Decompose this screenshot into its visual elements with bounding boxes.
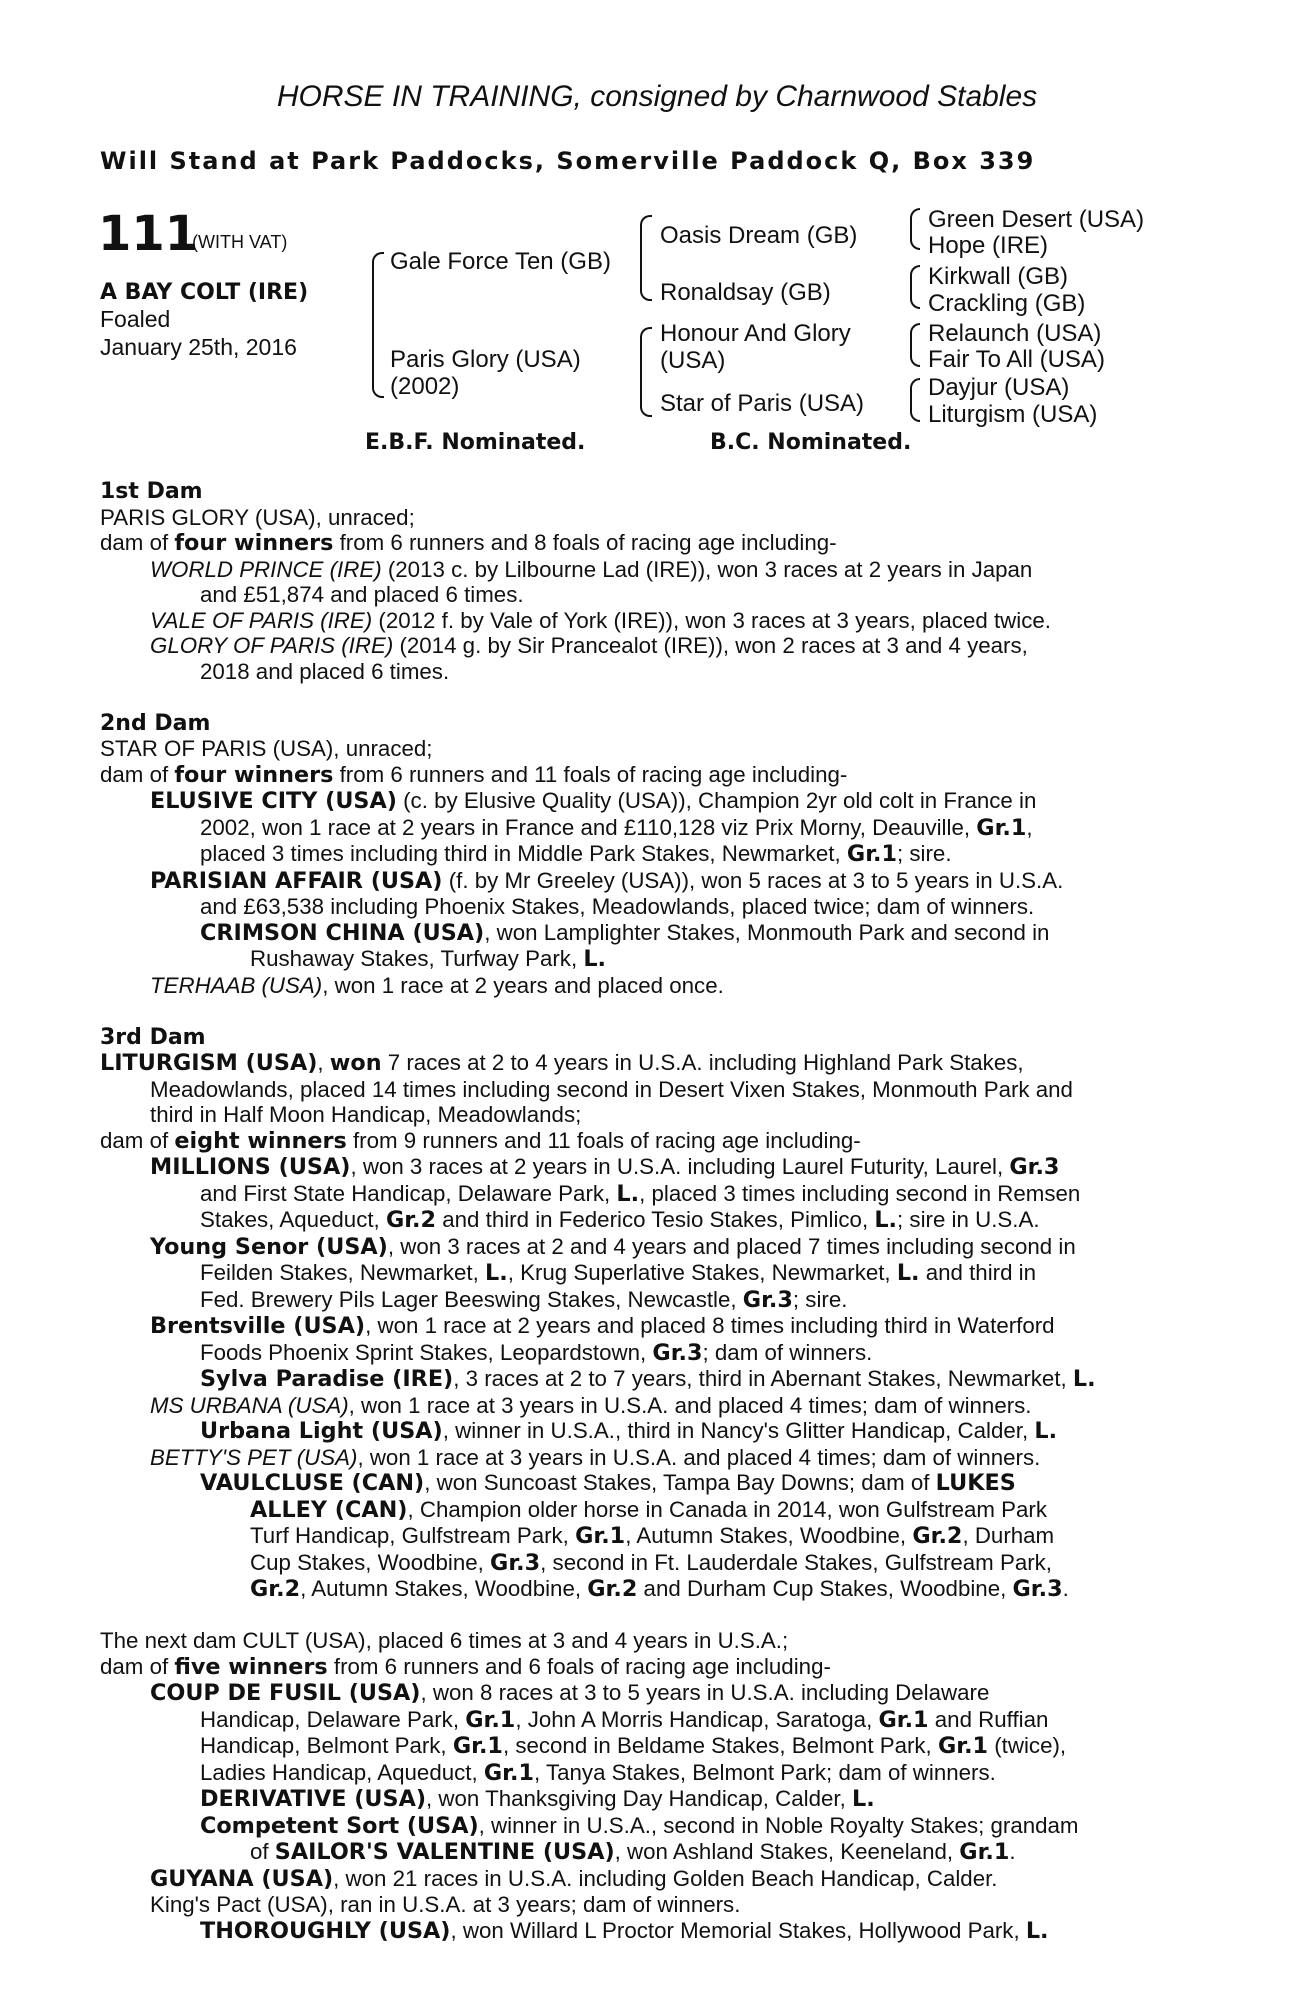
- bold-text: ALLEY (CAN): [250, 1496, 408, 1523]
- text-segment: and First State Handicap, Delaware Park,: [200, 1180, 617, 1206]
- text-segment: STAR OF PARIS (USA), unraced;: [100, 736, 433, 761]
- pedigree-sire: Gale Force Ten (GB): [390, 248, 611, 275]
- pedigree-grandsire-2-line2: (USA): [660, 347, 726, 374]
- catalogue-line: [100, 736, 1204, 762]
- catalogue-line: [100, 788, 1204, 815]
- text-segment: 2018 and placed 6 times.: [200, 658, 450, 684]
- bold-text: COUP DE FUSIL (USA): [150, 1680, 421, 1706]
- catalogue-line: [100, 582, 1204, 608]
- catalogue-line: [100, 1523, 1204, 1550]
- bc-nominated: B.C. Nominated.: [710, 430, 912, 455]
- bold-text: Gr.1: [465, 1706, 516, 1733]
- text-segment: Rushaway Stakes, Turfway Park,: [250, 946, 584, 971]
- text-segment: , Krug Superlative Stakes, Newmarket,: [507, 1260, 897, 1285]
- text-segment: , second in Ft. Lauderdale Stakes, Gulfstream Park,: [540, 1549, 1052, 1575]
- text-segment: dam of: [100, 1127, 175, 1153]
- text-segment: (2013 c. by Lilbourne Lad (IRE)), won 3 races at 2 years in Japan: [381, 556, 1033, 582]
- text-segment: , won Suncoast Stakes, Tampa Bay Downs; dam of: [424, 1470, 936, 1495]
- catalogue-line: [100, 868, 1204, 895]
- text-segment: PARIS GLORY (USA), unraced;: [100, 504, 415, 530]
- pedigree-bracket-gs2: [910, 323, 920, 367]
- text-segment: .: [1009, 1839, 1016, 1864]
- text-segment: Handicap, Belmont Park,: [200, 1733, 453, 1758]
- section-heading: 1st Dam: [100, 479, 203, 504]
- bold-text: four winners: [174, 761, 334, 788]
- text-segment: from 6 runners and 11 foals of racing age including-: [333, 761, 848, 787]
- text-segment: , won 1 race at 2 years and placed 8 times including third in Waterford: [365, 1313, 1055, 1338]
- text-segment: , won Willard L Proctor Memorial Stakes, Hollywood Park,: [450, 1917, 1026, 1943]
- text-segment: and third in Federico Tesio Stakes, Pimlico,: [436, 1207, 875, 1232]
- bold-text: Gr.1: [959, 1839, 1010, 1865]
- text-segment: and third in: [919, 1260, 1037, 1285]
- catalogue-line: [100, 557, 1204, 583]
- catalogue-line: [100, 920, 1204, 947]
- pedigree-ggd-2: Crackling (GB): [928, 290, 1086, 317]
- lot-number: 111: [98, 206, 199, 262]
- catalogue-line: [100, 841, 1204, 868]
- text-segment: The next dam CULT (USA), placed 6 times at 3 and 4 years in U.S.A.;: [100, 1628, 789, 1653]
- text-segment: and Ruffian: [928, 1706, 1049, 1732]
- text-segment: 2002, won 1 race at 2 years in France and £110,128 viz Prix Morny, Deauville,: [200, 814, 977, 840]
- bold-text: Gr.3: [490, 1549, 541, 1576]
- catalogue-line: [100, 1733, 1204, 1760]
- catalogue-line: [100, 1181, 1204, 1208]
- catalogue-line: [100, 1393, 1204, 1419]
- bold-text: L.: [1072, 1366, 1096, 1392]
- bold-text: Sylva Paradise (IRE): [200, 1366, 454, 1392]
- catalogue-line: [100, 1418, 1204, 1445]
- foaled-label: Foaled: [100, 306, 171, 332]
- catalogue-line: [100, 1154, 1204, 1181]
- bold-text: Gr.1: [878, 1706, 929, 1733]
- text-segment: from 6 runners and 8 foals of racing age including-: [333, 530, 837, 555]
- text-segment: , won Lamplighter Stakes, Monmouth Park and second in: [484, 919, 1050, 945]
- text-segment: , placed 3 times including second in Remsen: [639, 1180, 1081, 1206]
- bold-text: LITURGISM (USA): [100, 1050, 318, 1076]
- text-segment: ,: [1026, 814, 1033, 840]
- bold-text: LUKES: [935, 1470, 1016, 1496]
- text-segment: , Autumn Stakes, Woodbine,: [300, 1576, 588, 1601]
- text-segment: , won 21 races in U.S.A. including Golden Beach Handicap, Calder.: [333, 1865, 998, 1891]
- catalogue-line: [100, 1550, 1204, 1577]
- catalogue-line: [100, 1340, 1204, 1367]
- catalogue-line: [100, 1680, 1204, 1707]
- text-segment: , won 1 race at 3 years in U.S.A. and placed 4 times; dam of winners.: [357, 1444, 1041, 1470]
- text-segment: Foods Phoenix Sprint Stakes, Leopardstown,: [200, 1339, 653, 1365]
- text-segment: and £63,538 including Phoenix Stakes, Meadowlands, placed twice; dam of winners.: [200, 894, 1035, 919]
- bold-text: DERIVATIVE (USA): [200, 1786, 427, 1812]
- text-segment: , won 1 race at 2 years and placed once.: [322, 972, 724, 998]
- bold-text: L.: [485, 1260, 508, 1286]
- section-heading: 3rd Dam: [100, 1024, 206, 1050]
- bold-text: GUYANA (USA): [150, 1865, 334, 1892]
- text-segment: Stakes, Aqueduct,: [200, 1207, 386, 1232]
- text-segment: dam of: [100, 761, 175, 787]
- text-segment: Turf Handicap, Gulfstream Park,: [250, 1523, 576, 1548]
- bold-text: Brentsville (USA): [150, 1313, 366, 1339]
- pedigree-ggs-1: Green Desert (USA): [928, 206, 1145, 233]
- text-segment: , won 3 races at 2 and 4 years and placed 7 times including second in: [387, 1233, 1076, 1259]
- bold-text: Urbana Light (USA): [200, 1418, 443, 1444]
- text-segment: , winner in U.S.A., third in Nancy's Glitter Handicap, Calder,: [442, 1418, 1035, 1443]
- bold-text: L.: [896, 1260, 920, 1286]
- text-segment: Feilden Stakes, Newmarket,: [200, 1260, 486, 1285]
- pedigree-grandsire-1: Oasis Dream (GB): [660, 222, 858, 249]
- bold-text: THOROUGHLY (USA): [200, 1917, 451, 1944]
- text-segment: 7 races at 2 to 4 years in U.S.A. including Highland Park Stakes,: [381, 1050, 1024, 1075]
- catalogue-line: [100, 1445, 1204, 1471]
- catalogue-line: [100, 1813, 1204, 1840]
- catalogue-line: [100, 505, 1204, 531]
- catalogue-line: [100, 710, 1204, 737]
- text-segment: dam of: [100, 1653, 175, 1679]
- text-segment: and Durham Cup Stakes, Woodbine,: [637, 1576, 1013, 1601]
- stand-location: Will Stand at Park Paddocks, Somerville Paddock Q, Box 339: [100, 147, 1036, 175]
- text-segment: , 3 races at 2 to 7 years, third in Abernant Stakes, Newmarket,: [453, 1366, 1073, 1391]
- text-segment: (f. by Mr Greeley (USA)), won 5 races at 3 to 5 years in U.S.A.: [442, 867, 1064, 893]
- text-segment: of: [250, 1839, 275, 1864]
- bold-text: four winners: [174, 530, 334, 556]
- text-segment: , Durham: [962, 1523, 1055, 1548]
- pedigree-dam-line2: (2002): [390, 373, 460, 400]
- bold-text: won: [329, 1050, 382, 1076]
- text-segment: ; sire.: [897, 841, 952, 866]
- bold-text: Gr.1: [452, 1733, 503, 1759]
- catalogue-line: [100, 815, 1204, 842]
- bold-text: Gr.2: [912, 1523, 963, 1549]
- bold-text: Gr.2: [385, 1207, 437, 1233]
- bold-text: Gr.1: [846, 841, 898, 867]
- bold-text: ELUSIVE CITY (USA): [150, 788, 397, 814]
- catalogue-line: [100, 530, 1204, 557]
- bold-text: Competent Sort (USA): [200, 1812, 479, 1839]
- text-segment: , won Thanksgiving Day Handicap, Calder,: [426, 1786, 852, 1811]
- text-segment: from 6 runners and 6 foals of racing age including-: [327, 1653, 831, 1679]
- text-segment: (twice),: [988, 1733, 1067, 1758]
- catalogue-line: [100, 1628, 1204, 1654]
- section-spacer: [100, 684, 1204, 710]
- text-segment: ,: [317, 1050, 330, 1075]
- catalogue-line: [100, 1866, 1204, 1893]
- text-segment: ; dam of winners.: [702, 1339, 873, 1365]
- catalogue-line: [100, 1839, 1204, 1866]
- text-segment: dam of: [100, 530, 175, 555]
- bold-text: Gr.1: [976, 814, 1027, 841]
- text-segment: , won 1 race at 3 years in U.S.A. and placed 4 times; dam of winners.: [348, 1392, 1032, 1418]
- text-segment: , winner in U.S.A., second in Noble Royalty Stakes; grandam: [478, 1812, 1079, 1838]
- text-segment: (2012 f. by Vale of York (IRE)), won 3 races at 3 years, placed twice.: [372, 607, 1051, 633]
- text-segment: .: [1062, 1576, 1069, 1601]
- pedigree-grandsire-2-line1: Honour And Glory: [660, 320, 851, 347]
- italic-text: MS URBANA (USA): [150, 1392, 349, 1418]
- text-segment: ; sire.: [792, 1286, 848, 1312]
- bold-text: L.: [1025, 1917, 1049, 1944]
- section-spacer: [100, 998, 1204, 1024]
- catalogue-line: [100, 1918, 1204, 1945]
- text-segment: Meadowlands, placed 14 times including second in Desert Vixen Stakes, Monmouth Park and: [150, 1076, 1073, 1102]
- bold-text: PARISIAN AFFAIR (USA): [150, 867, 443, 894]
- text-segment: , Autumn Stakes, Woodbine,: [625, 1523, 913, 1548]
- text-segment: , won Ashland Stakes, Keeneland,: [614, 1839, 960, 1864]
- text-segment: and £51,874 and placed 6 times.: [200, 582, 524, 607]
- catalogue-line: [100, 608, 1204, 634]
- pedigree-granddam-2: Star of Paris (USA): [660, 390, 865, 417]
- catalogue-line: [100, 762, 1204, 789]
- bold-text: Gr.1: [575, 1523, 626, 1549]
- bold-text: L.: [583, 946, 607, 972]
- catalogue-line: [100, 1077, 1204, 1103]
- bold-text: L.: [1034, 1418, 1058, 1444]
- catalogue-line: [100, 659, 1204, 685]
- text-segment: Ladies Handicap, Aqueduct,: [200, 1759, 484, 1785]
- catalogue-line: [100, 1287, 1204, 1314]
- bold-text: L.: [616, 1180, 640, 1207]
- catalogue-line: [100, 1707, 1204, 1734]
- catalogue-line: [100, 1892, 1204, 1918]
- text-segment: (c. by Elusive Quality (USA)), Champion 2yr old colt in France in: [396, 788, 1037, 813]
- bold-text: Young Senor (USA): [150, 1233, 388, 1260]
- catalogue-line: [100, 633, 1204, 659]
- lot-description: A BAY COLT (IRE): [100, 280, 309, 305]
- pedigree-ggd-1: Hope (IRE): [928, 232, 1049, 259]
- italic-text: TERHAAB (USA): [150, 972, 323, 998]
- bold-text: L.: [874, 1207, 898, 1233]
- catalogue-line: [100, 946, 1204, 973]
- catalogue-line: [100, 1050, 1204, 1077]
- bold-text: Gr.1: [937, 1733, 989, 1759]
- catalogue-line: [100, 1024, 1204, 1051]
- text-segment: , won 3 races at 2 years in U.S.A. including Laurel Futurity, Laurel,: [350, 1154, 1010, 1179]
- bold-text: Gr.2: [587, 1576, 638, 1602]
- catalogue-line: [100, 1760, 1204, 1787]
- bold-text: Gr.3: [742, 1286, 793, 1313]
- bold-text: VAULCLUSE (CAN): [200, 1470, 425, 1496]
- pedigree-bracket-sire-dam: [372, 252, 384, 398]
- text-segment: , Tanya Stakes, Belmont Park; dam of winners.: [533, 1759, 996, 1785]
- pedigree-bracket-dam: [640, 327, 652, 417]
- text-segment: Fed. Brewery Pils Lager Beeswing Stakes, Newcastle,: [200, 1286, 743, 1312]
- pedigree-bracket-gd2: [910, 378, 920, 422]
- pedigree-ggs-3: Relaunch (USA): [928, 320, 1102, 347]
- bold-text: CRIMSON CHINA (USA): [200, 919, 485, 946]
- catalogue-line: [100, 894, 1204, 920]
- text-segment: from 9 runners and 11 foals of racing age including-: [346, 1127, 861, 1153]
- pedigree-ggd-4: Liturgism (USA): [928, 401, 1098, 428]
- catalogue-line: [100, 1786, 1204, 1813]
- catalogue-line: [100, 1470, 1204, 1497]
- bold-text: five winners: [174, 1653, 328, 1680]
- text-segment: , John A Morris Handicap, Saratoga,: [515, 1706, 879, 1732]
- bold-text: Gr.3: [652, 1339, 703, 1366]
- catalogue-line: [100, 1576, 1204, 1603]
- bold-text: SAILOR'S VALENTINE (USA): [274, 1839, 615, 1865]
- section-spacer: [100, 1603, 1204, 1629]
- foaled-date: January 25th, 2016: [100, 334, 297, 360]
- text-segment: third in Half Moon Handicap, Meadowlands;: [150, 1102, 582, 1127]
- catalogue-line: [100, 973, 1204, 999]
- pedigree-bracket-gs1: [910, 208, 920, 250]
- catalogue-line: [100, 1102, 1204, 1128]
- text-segment: , second in Beldame Stakes, Belmont Park,: [502, 1733, 938, 1758]
- catalogue-line: [100, 1497, 1204, 1524]
- pedigree-ggs-4: Dayjur (USA): [928, 374, 1070, 401]
- text-segment: Cup Stakes, Woodbine,: [250, 1549, 491, 1575]
- catalogue-line: [100, 1128, 1204, 1155]
- text-segment: , won 8 races at 3 to 5 years in U.S.A. including Delaware: [420, 1680, 990, 1705]
- text-segment: placed 3 times including third in Middle Park Stakes, Newmarket,: [200, 841, 847, 866]
- italic-text: WORLD PRINCE (IRE): [150, 556, 382, 582]
- catalogue-body: [100, 478, 1204, 1944]
- bold-text: Gr.3: [1009, 1154, 1060, 1180]
- text-segment: ; sire in U.S.A.: [897, 1207, 1040, 1232]
- text-segment: , Champion older horse in Canada in 2014, won Gulfstream Park: [407, 1496, 1048, 1522]
- consignment-header: HORSE IN TRAINING, consigned by Charnwood Stables: [276, 80, 1038, 113]
- ebf-nominated: E.B.F. Nominated.: [365, 430, 586, 455]
- catalogue-line: [100, 1313, 1204, 1340]
- text-segment: King's Pact (USA), ran in U.S.A. at 3 years; dam of winners.: [150, 1892, 741, 1917]
- pedigree-ggs-2: Kirkwall (GB): [928, 263, 1069, 290]
- bold-text: eight winners: [174, 1127, 347, 1154]
- italic-text: VALE OF PARIS (IRE): [150, 607, 373, 633]
- catalogue-line: [100, 1366, 1204, 1393]
- pedigree-ggd-3: Fair To All (USA): [928, 346, 1105, 373]
- italic-text: GLORY OF PARIS (IRE): [150, 633, 394, 658]
- catalogue-line: [100, 478, 1204, 505]
- bold-text: Gr.1: [483, 1759, 534, 1786]
- bold-text: L.: [851, 1786, 875, 1812]
- vat-note: (WITH VAT): [192, 232, 288, 252]
- pedigree-granddam-1: Ronaldsay (GB): [660, 279, 831, 306]
- italic-text: BETTY'S PET (USA): [150, 1444, 358, 1470]
- catalogue-line: [100, 1207, 1204, 1234]
- bold-text: MILLIONS (USA): [150, 1154, 351, 1180]
- pedigree-dam-line1: Paris Glory (USA): [390, 346, 581, 373]
- text-segment: (2014 g. by Sir Prancealot (IRE)), won 2 races at 3 and 4 years,: [393, 633, 1028, 658]
- bold-text: Gr.2: [250, 1576, 301, 1602]
- catalogue-line: [100, 1654, 1204, 1681]
- text-segment: Handicap, Delaware Park,: [200, 1706, 466, 1732]
- section-heading: 2nd Dam: [100, 710, 211, 736]
- bold-text: Gr.3: [1012, 1576, 1063, 1602]
- pedigree-bracket-sire: [640, 215, 652, 301]
- catalogue-line: [100, 1260, 1204, 1287]
- catalogue-line: [100, 1234, 1204, 1261]
- pedigree-bracket-gd1: [910, 265, 920, 309]
